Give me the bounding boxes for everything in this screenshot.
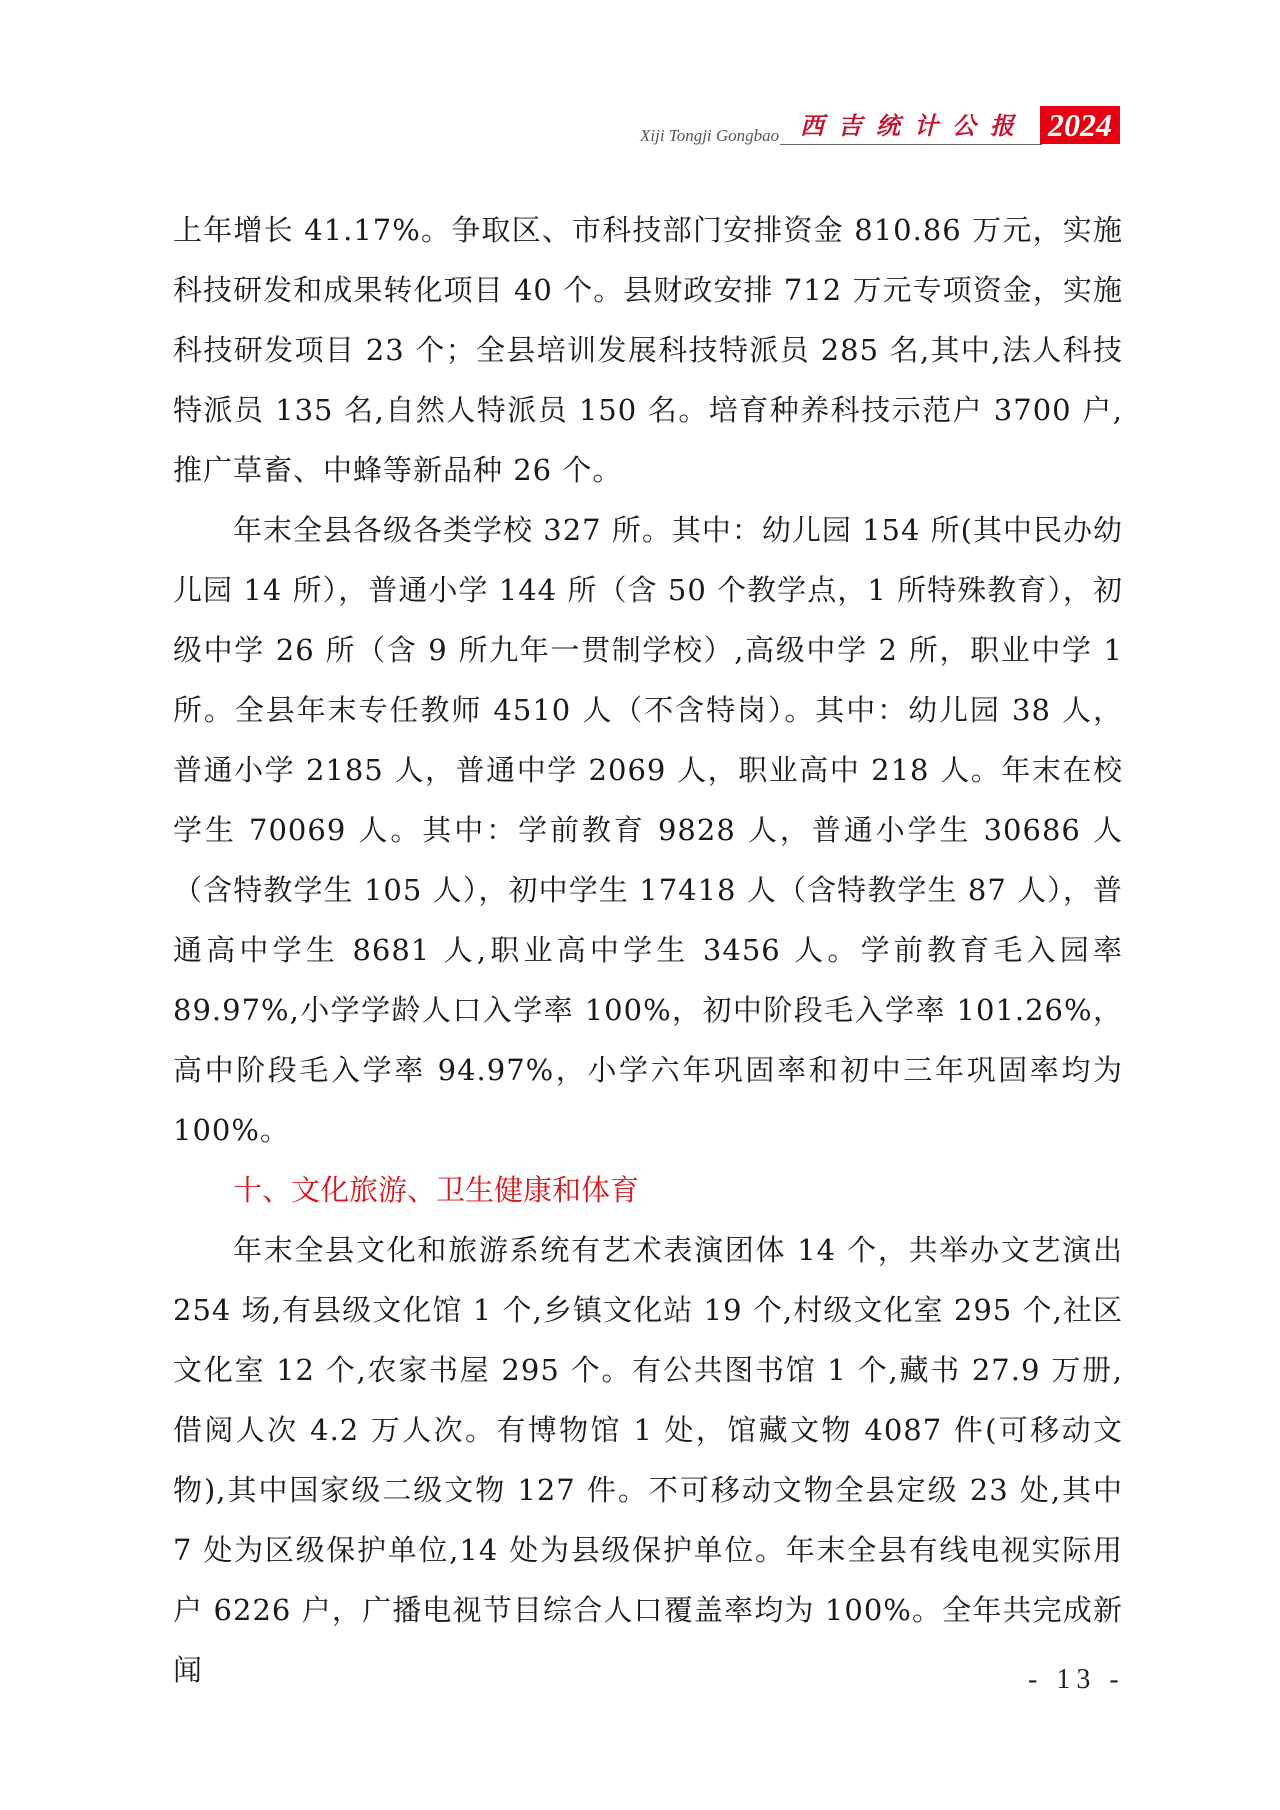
section-heading-culture: 十、文化旅游、卫生健康和体育 bbox=[233, 1173, 640, 1207]
header-rule bbox=[780, 144, 1042, 145]
paragraph-education: 年末全县各级各类学校 327 所。其中：幼儿园 154 所(其中民办幼儿园 14 所），普通小学 144 所（含 50 个教学点，1 所特殊教育），初级中学 26 所（含 9 所九年一贯制学校）,高级中学 2 所，职业中学 1 所。全县年末专任教师 4510 人（不含特岗）。其中：幼儿园 38 人，普通小学 2185 人，普通中学 2069 人，职业高中 218 人。年末在校学生 70069 人。其中：学前教育 9828 人，普通小学生 30686 人（含特教学生 105 人），初中学生 17418 人（含特教学生 87 人），普通高中学生 8681 人,职业高中学生 3456 人。学前教育毛入园率 89.97%,小学学龄人口入学率 100%，初中阶段毛入学率 101.26%，高中阶段毛入学率 94.97%，小学六年巩固率和初中三年巩固率均为 100%。 bbox=[173, 513, 1123, 1147]
paragraph-science-tech: 上年增长 41.17%。争取区、市科技部门安排资金 810.86 万元，实施科技研发和成果转化项目 40 个。县财政安排 712 万元专项资金，实施科技研发项目 23 个；全县培训发展科技特派员 285 名,其中,法人科技特派员 135 名,自然人特派员 150 名。培育种养科技示范户 3700 户,推广草畜、中蜂等新品种 26 个。 bbox=[173, 213, 1123, 487]
header-title-cn: 西吉统计公报 bbox=[800, 111, 1028, 140]
paragraph-culture-tourism: 年末全县文化和旅游系统有艺术表演团体 14 个，共举办文艺演出 254 场,有县级文化馆 1 个,乡镇文化站 19 个,村级文化室 295 个,社区文化室 12 个,农家书屋 295 个。有公共图书馆 1 个,藏书 27.9 万册,借阅人次 4.2 万人次。有博物馆 1 处，馆藏文物 4087 件(可移动文物),其中国家级二级文物 127 件。不可移动文物全县定级 23 处,其中 7 处为区级保护单位,14 处为县级保护单位。年末全县有线电视实际用户 6226 户，广播电视节目综合人口覆盖率均为 100%。全年共完成新闻 bbox=[173, 1233, 1123, 1687]
document-body bbox=[173, 200, 1123, 1700]
running-header bbox=[640, 104, 1120, 148]
header-subtitle-en: Xiji Tongji Gongbao bbox=[640, 126, 780, 145]
page-number: - 13 - bbox=[1028, 1664, 1125, 1695]
header-year-badge: 2024 bbox=[1040, 106, 1120, 144]
